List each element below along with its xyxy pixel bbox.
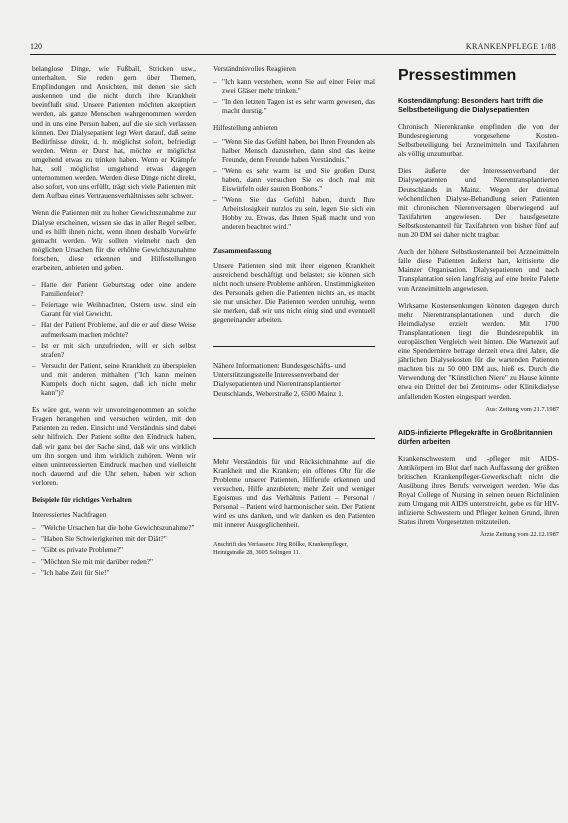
list-item: – "Wenn Sie das Gefühl haben, durch Ihre Arbeitslosigkeit nutzlos zu sein, legen Sie sich ein Hobby zu. Etwas, das Ihnen Spaß macht und von anderen beachtet wird."	[213, 195, 375, 231]
subheading: Hilfestellung anbieten	[213, 123, 278, 133]
paragraph: belanglose Dinge, wie Fußball, Stricken usw., unterhalten. Sie reden gern über Themen, Empfindungen und Ansichten, mit denen sie sich auskennen und die nicht durch ihre Krankheit beeinflußt sind. Unsere Patienten möchten akzeptiert werden, als ganze Menschen wahrgenommen werden und in uns eine Person haben, auf die sie sich verlassen können. Der Dialysepatient legt Wert darauf, daß seine Bedürfnisse direkt, d. h. möglichst sofort, befriedigt werden. Wenn er Durst hat, möchte er möglichst umgehend etwas zu trinken haben. Wenn er Krämpfe hat, soll möglichst umgehend etwas dagegen unternommen werden. Werden diese Dinge nicht direkt, also sofort, von uns erfüllt, trägt sich viele Patienten mit dem Aufbau eines Vertrauensverhältnisses sehr schwer.	[32, 64, 196, 201]
paragraph: Krankenschwestern und -pfleger mit AIDS-Antikörpern im Blut darf nach Auffassung der größten britischen Krankenpfleger-Gewerkschaft nicht die Ausübung ihres Berufs verweigert werden. Wie das Royal College of Nursing in seinen neuen Richtlinien zum Umgang mit AIDS unterstreicht, gebe es für HIV-infizierte Schwestern und Pfleger keinen Grund, ihren Status ihrem Vorgesetzten mitzuteilen.	[398, 453, 559, 527]
column-middle	[213, 64, 375, 557]
list-item: – Versucht der Patient, seine Krankheit zu überspielen und mit anderen mithalten ("Ich kann meinen Kumpels doch nicht sagen, daß ich nicht mehr kann")?	[32, 361, 196, 397]
source-citation: Ärzte Zeitung vom 22.12.1987	[480, 531, 559, 539]
article-headline: Kostendämpfung: Besonders hart trifft die Selbstbeteiligung die Dialysepatienten	[398, 96, 543, 114]
paragraph: Es wäre gut, wenn wir unvoreingenommen an solche Fragen herangehen und versuchen würden, mit den Patienten zu reden. Einsicht und Verständnis sind dabei sehr hilfreich. Der Patient sollte den Eindruck haben, daß wir ganz bei der Sache sind, daß wir uns wirklich um ihn sorgen und ihm wirklich zuhören. Wenn wir einen uninteressierten Eindruck machen und vielleicht noch dauernd auf die Uhr sehen, haben wir schon verloren.	[32, 405, 196, 487]
question-list	[32, 280, 196, 397]
subheading: Verständnisvolles Reagieren	[213, 64, 296, 73]
quote-list	[32, 523, 196, 576]
running-header	[30, 40, 556, 55]
list-item: – "In den letzten Tagen ist es sehr warm gewesen, das macht durstig."	[213, 97, 375, 115]
list-item: – Feiertage wie Weihnachten, Ostern usw. sind ein Garant für viel Gewicht.	[32, 300, 196, 318]
paragraph: Chronisch Nierenkranke empfinden die von der Bundesregierung vorgesehene Kosten-Selbstbeteiligung bei Arzneimitteln und Taxifahrten als völlig unzumutbar.	[398, 122, 559, 159]
section-heading: Zusammenfassung	[213, 245, 272, 255]
journal-name: KRANKENPFLEGE 1/88	[465, 42, 556, 51]
summary-paragraph: Unsere Patienten sind mit ihrer eigenen Krankheit ausreichend beschäftigt und belastet; sie können sich nicht noch unsere Probleme anhören. Unstimmigkeiten des Personals gehen die Patienten nichts an, es macht sie nur unsicher. Die Patienten werden unruhig, wenn sie merken, daß wir uns nicht einig sind und eventuell gegeneinander arbeiten.	[213, 260, 375, 325]
divider	[213, 346, 375, 347]
list-item: – "Möchten Sie mit mir darüber reden?"	[32, 557, 196, 566]
list-item: – "Haben Sie Schwierigkeiten mit der Diät?"	[32, 534, 196, 543]
source-citation: Aus: Zeitung vom 21.7.1987	[485, 405, 559, 413]
column-right	[398, 64, 559, 550]
list-item: – Ist er mit sich unzufrieden, will er sich selbst strafen?	[32, 341, 196, 359]
list-item: – "Ich kann verstehen, wenn Sie auf einer Feier mal zwei Gläser mehr trinken."	[213, 77, 375, 95]
closing-paragraph: Mehr Verständnis für und Rücksichtnahme auf die Krankheit und die Kranken; ein offenes Ohr für die Probleme unserer Patienten, Hilferufe erkennen und versuchen, Hilfe anzubieten; mehr Zeit und weniger Egoismus und das Verhältnis Patient – Personal / Personal – Patient wird harmonischer sein. Der Patient wird es uns danken, und wir danken es den Patienten mit innerer Ausgeglichenheit.	[213, 456, 375, 530]
list-item: – "Wenn Sie das Gefühl haben, bei Ihren Freunden als halber Mensch dazustehen, dann sind das keine Freunde, denn Freunde haben Verständnis."	[213, 137, 375, 164]
list-item: – "Welche Ursachen hat die hohe Gewichtszunahme?"	[32, 523, 196, 532]
column-left	[32, 64, 196, 585]
list-item: – "Ich habe Zeit für Sie!"	[32, 568, 196, 577]
section-heading: Beispiele für richtiges Verhalten	[32, 495, 132, 505]
divider	[213, 438, 375, 439]
list-item: – "Gibt es private Probleme?"	[32, 545, 196, 554]
section-title: Pressestimmen	[398, 67, 517, 84]
author-address: Anschrift des Verfassers: Jörg Röllke, Krankenpfleger, Heinigstraße 28, 3605 Solingen 11.	[213, 541, 349, 556]
page-number: 120	[30, 42, 42, 51]
article-headline: AIDS-infizierte Pflegekräfte in Großbritannien dürfen arbeiten	[398, 427, 553, 446]
list-item: – Hat der Patient Probleme, auf die er auf diese Weise aufmerksam machen möchte?	[32, 320, 196, 338]
paragraph: Wenn die Patienten mit zu hoher Gewichtszunahme zur Dialyse erscheinen, wissen sie das in aller Regel selber, und es hilft ihnen nicht, wenn ihnen deshalb Vorwürfe gemacht werden. Wir sollten vielmehr nach den möglichen Ursachen für die erhöhte Gewichtszunahme forschen, diese erkennen und Hilfestellungen erarbeiten, anbieten und geben.	[32, 208, 196, 272]
paragraph: Dies äußerte der Interessenverband der Dialysepatienten und Nierentransplantierten Deutschlands in Mainz. Wegen der dreimal wöchentlichen Dialyse-Behandlung seien Patienten mit chronischen Nierenversagen überwiegend auf Taxifahrten angewiesen. Der hausfgesetzte Selbstkostenanteil für Taxifahrten von bisher fünf auf nun 20 DM sei daher nicht tragbar.	[398, 166, 559, 240]
quote-list	[213, 77, 375, 115]
list-item: – Hatte der Patient Geburtstag oder eine andere Familienfeier?	[32, 280, 196, 298]
info-box-text: Nähere Informationen: Bundesgeschäfts- und Unterstützungsstelle Interessenverband der Dialysepatienten und Nierentransplantierter Deutschlands, Weberstraße 2, 6500 Mainz 1.	[213, 361, 346, 398]
list-item: – "Wenn es sehr warm ist und Sie großen Durst haben, dann versuchen Sie es doch mal mit Eiswürfeln oder sauren Bonbons."	[213, 166, 375, 193]
subheading: Interessiertes Nachfragen	[32, 510, 107, 520]
quote-list	[213, 137, 375, 232]
paragraph: Auch der höhere Selbstkostenanteil bei Arzneimitteln falle diese Patienten äußerst hart, kritisierte die Mainzer Organisation. Dialysepatienten und nach Transplantation seien langfristig auf eine breite Palette von Arzneimitteln angewiesen.	[398, 247, 559, 293]
paragraph: Wirksame Kostensenkungen könnten dagegen durch mehr Nierentransplantationen und durch die Heimdialyse erzielt werden. Mit 1700 Transplantationen liegt die Bundesrepublik im europäischen Vergleich weit hinten. Die Wartezeit auf eine Spenderniere betrage derzeit etwa drei Jahre, die jährlichen Dialysekosten für die wartenden Patienten machten bis zu 50 000 DM aus, hieß es. Durch die Verwendung der "Künstlichen Niere" zu Hause könnte etwa ein Drittel der bei Zentrums- oder Klinikdialyse anfallenden Kosten eingespart werden.	[398, 300, 559, 401]
